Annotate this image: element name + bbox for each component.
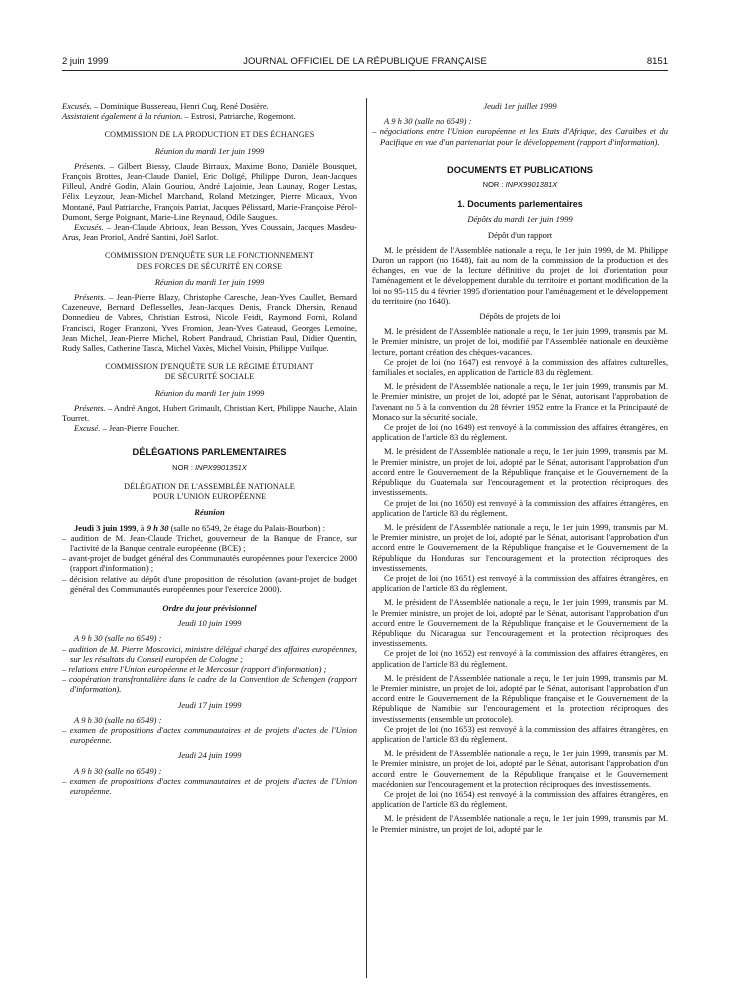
projets-list (372, 326, 668, 834)
projet-de-loi-paragraph: M. le président de l'Assemblée nationale a reçu, le 1er juin 1999, transmis par M. le Premier ministre, un projet de loi, adopté par le Sénat, autorisant l'approbation d'un accord entre le Gouvernement de la République française et le Gouvernement de la République du Honduras sur l'encouragement et la protection réciproques des investissements. (372, 521, 668, 573)
etud-title-line2: DE SÉCURITÉ SOCIALE (164, 372, 255, 382)
excuses-text: – Dominique Bussereau, Henri Cuq, René Dosière. (91, 101, 269, 111)
corse-presents (62, 292, 357, 353)
header-page-number: 8151 (646, 56, 668, 67)
header-date: 2 juin 1999 (62, 56, 109, 67)
jeudi3-paragraph (62, 523, 357, 533)
section-documents-parlementaires: 1. Documents parlementaires (457, 199, 583, 210)
corse-title-line2: DES FORCES DE SÉCURITÉ EN CORSE (136, 261, 283, 271)
corse-presents-text: – Jean-Pierre Blazy, Christophe Caresche, Jean-Yves Caullet, Bernard Cazeneuve, Bernard Deflesselles, Jean-Jacques Denis, Franck Dhersin, Renaud Donnedieu de Vabres, Christian Estrosi, Nicole Feidt, Raymond Forni, Roland Francisci, Roger Franzoni, Yves Fromion, Jean-Yves Gateaud, Georges Lemoine, Jean Michel, Jean-Pierre Michel, Robert Pandraud, Christian Paul, Didier Quentin, Rudy Salles, Catherine Tasca, Michel Vaxès, Michel Voisin, Philippe Vuilque. (62, 292, 357, 354)
delegations-heading: DÉLÉGATIONS PARLEMENTAIRES (132, 447, 287, 458)
etud-presents-label: Présents. (74, 402, 106, 413)
etud-excuse (62, 423, 357, 433)
prod-excuses-text: – Jean-Claude Abrioux, Jean Besson, Yves Coussain, Jacques Masdeu-Arus, Jean Proriol, André Santini, Joël Sarlot. (62, 222, 357, 243)
corse-reunion: Réunion du mardi 1er juin 1999 (154, 276, 265, 287)
rapport-paragraph: M. le président de l'Assemblée nationale a reçu, le 1er juin 1999, de M. Philippe Duron un rapport (no 1648), fait au nom de la commission de la production et des échanges, en vue de la lecture définitive du projet de loi d'orientation pour l'aménagement et le développement durable du territoire et portant modification de la loi no 95-115 du 4 février 1995 d'orientation pour l'aménagement et le développement du territoire (no 1640). (372, 244, 668, 306)
jeudi24-time: A 9 h 30 (salle no 6549) : (74, 765, 162, 776)
jeudi3-place: (salle no 6549, 2e étage du Palais-Bourbon) : (168, 522, 325, 533)
header-rule (62, 70, 668, 71)
projet-de-loi-paragraph: M. le président de l'Assemblée nationale a reçu, le 1er juin 1999, transmis par M. le Premier ministre, un projet de loi, adopté par le (372, 813, 668, 834)
prod-excuses (62, 222, 357, 242)
excuses-paragraph (62, 101, 357, 111)
delegations-nor (62, 463, 357, 473)
prod-presents (62, 161, 357, 222)
jeudi10-heading: Jeudi 10 juin 1999 (177, 618, 242, 629)
deleg-nor-code: INPX9901351X (195, 462, 247, 472)
renvoi-paragraph: Ce projet de loi (no 1647) est renvoyé à la commission des affaires culturelles, familiales et sociales, en application de l'article 83 du règlement. (372, 356, 668, 378)
etud-title-line1: COMMISSION D'ENQUÊTE SUR LE RÉGIME ÉTUDIANT (105, 362, 314, 372)
jeudi10-item: – coopération transfrontalière dans le cadre de la Convention de Schengen (rapport d'information). (62, 674, 357, 695)
projet-de-loi-paragraph: M. le président de l'Assemblée nationale a reçu, le 1er juin 1999, transmis par M. le Premier ministre, un projet de loi, adopté par le Sénat, autorisant l'approbation d'un accord entre le Gouvernement de la République française et le Gouvernement macédonien sur l'encouragement et la protection réciproques des investissements. (372, 748, 668, 789)
jeudi1-heading: Jeudi 1er juillet 1999 (483, 101, 557, 111)
left-column (62, 101, 357, 796)
projet-de-loi-paragraph: M. le président de l'Assemblée nationale a reçu, le 1er juin 1999, transmis par M. le Premier ministre, un projet de loi, modifié par l'Assemblée nationale en deuxième lecture, portant création des chèques-vacances. (372, 326, 668, 357)
jeudi17-time: A 9 h 30 (salle no 6549) : (74, 714, 162, 725)
docs-nor-label: NOR : (482, 180, 506, 190)
deleg-title-line2: POUR L'UNION EUROPÉENNE (152, 492, 267, 502)
corse-title-line1: COMMISSION D'ENQUÊTE SUR LE FONCTIONNEMENT (105, 251, 314, 261)
jeudi24-heading: Jeudi 24 juin 1999 (177, 750, 242, 761)
prod-excuses-label: Excusés. (74, 222, 104, 233)
renvoi-paragraph: Ce projet de loi (no 1650) est renvoyé à la commission des affaires étrangères, en application de l'article 83 du règlement. (372, 497, 668, 518)
deleg-item: – décision relative au dépôt d'une proposition de résolution (avant-projet de budget général des Communautés européennes pour l'exercice 2000). (62, 573, 357, 594)
renvoi-paragraph: Ce projet de loi (no 1653) est renvoyé à la commission des affaires étrangères, en application de l'article 83 du règlement. (372, 723, 668, 744)
prod-presents-text: – Gilbert Biessy, Claude Birraux, Maxime Bono, Danièle Bousquet, François Brottes, Jean-Claude Daniel, Eric Doligé, Philippe Duron, Jean-Jacques Filleul, André Godin, Alain Gouriou, André Lajoinie, Jean Launay, Roger Lestas, Félix Leyzour, Jean-Michel Marchand, Roland Metzinger, Pierre Micaux, Yvon Montané, Paul Patriarche, François Patriat, Jacques Pélissard, Marie-Françoise Pérol-Dumont, Serge Poignant, Marie-Line Reynaud, Odile Saugues. (62, 160, 357, 222)
prod-commission-title: COMMISSION DE LA PRODUCTION ET DES ÉCHANGES (104, 130, 315, 140)
jeudi17-item: – examen de propositions d'actes communautaires et de projets d'actes de l'Union européenne. (62, 724, 357, 746)
depot-rapport-heading: Dépôt d'un rapport (487, 229, 553, 240)
renvoi-paragraph: Ce projet de loi (no 1652) est renvoyé à la commission des affaires étrangères, en application de l'article 83 du règlement. (372, 648, 668, 669)
deleg-item: – audition de M. Jean-Claude Trichet, gouverneur de la Banque de France, sur l'activité de la Banque centrale européenne (BCE) ; (62, 532, 357, 553)
jeudi10-item: – relations entre l'Union européenne et le Mercosur (rapport d'information) ; (62, 663, 327, 674)
projet-de-loi-paragraph: M. le président de l'Assemblée nationale a reçu, le 1er juin 1999, transmis par M. le Premier ministre, un projet de loi, adopté par le Sénat, autorisant l'approbation d'un accord entre le Gouvernement de la République française et le Gouvernement de la République de Namibie sur l'encouragement et la protection réciproques des investissements (ensemble un protocole). (372, 672, 668, 724)
assistaient-paragraph (62, 111, 357, 121)
deleg-title-line1: DÉLÉGATION DE L'ASSEMBLÉE NATIONALE (124, 481, 295, 491)
jeudi1-item: – négociations entre l'Union européenne et les Etats d'Afrique, des Caraïbes et du Pacifique en vue d'un partenariat pour le développement (rapport d'information). (372, 126, 668, 147)
deleg-reunion: Réunion (194, 507, 225, 518)
jeudi1-time: A 9 h 30 (salle no 6549) : (384, 116, 472, 127)
jeudi10-time: A 9 h 30 (salle no 6549) : (74, 633, 162, 644)
etud-presents (62, 403, 357, 423)
column-divider (366, 98, 367, 978)
projet-de-loi-paragraph: M. le président de l'Assemblée nationale a reçu, le 1er juin 1999, transmis par M. le Premier ministre, un projet de loi, adopté par le Sénat, autorisant l'approbation d'un accord entre le Gouvernement de la République française et le Gouvernement de la République du Guatemala sur l'encouragement et la protection réciproques des investissements. (372, 446, 668, 498)
deleg-nor-label: NOR : (172, 462, 196, 472)
right-column (372, 101, 668, 834)
jeudi17-heading: Jeudi 17 juin 1999 (177, 699, 242, 710)
projet-de-loi-paragraph: M. le président de l'Assemblée nationale a reçu, le 1er juin 1999, transmis par M. le Premier ministre, un projet de loi, adopté par le Sénat, autorisant l'approbation d'un accord entre le Gouvernement de la République française et le Gouvernement de la République du Nicaragua sur l'encouragement et la protection réciproques des investissements. (372, 597, 668, 649)
renvoi-paragraph: Ce projet de loi (no 1649) est renvoyé à la commission des affaires étrangères, en application de l'article 83 du règlement. (372, 422, 668, 443)
assistaient-text: – Estrosi, Patriarche, Rogemont. (182, 111, 296, 122)
docs-nor-code: INPX9901381X (505, 180, 558, 190)
etud-excuse-text: – Jean-Pierre Foucher. (100, 423, 180, 434)
documents-heading: DOCUMENTS ET PUBLICATIONS (447, 164, 593, 175)
ordre-du-jour-title: Ordre du jour prévisionnel (162, 602, 257, 613)
jeudi10-item: – audition de M. Pierre Moscovici, ministre délégué chargé des affaires européennes, sur les résultats du Conseil européen de Cologne ; (62, 643, 357, 664)
depots-date: Dépôts du mardi 1er juin 1999 (467, 214, 573, 225)
excuses-label: Excusés. (62, 101, 92, 111)
etud-reunion: Réunion du mardi 1er juin 1999 (154, 387, 265, 398)
jeudi24-item: – examen de propositions d'actes communautaires et de projets d'actes de l'Union européenne. (62, 775, 357, 796)
jeudi3-time: 9 h 30 (146, 522, 169, 533)
corse-presents-label: Présents. (74, 292, 106, 303)
prod-reunion: Réunion du mardi 1er juin 1999 (154, 145, 265, 156)
page-header (62, 56, 668, 70)
documents-nor (372, 180, 668, 190)
jeudi3-date: Jeudi 3 juin 1999 (74, 522, 137, 533)
jeudi3-sep: , à (136, 522, 147, 533)
etud-excuse-label: Excusé. (74, 423, 101, 434)
header-journal-title: JOURNAL OFFICIEL DE LA RÉPUBLIQUE FRANÇAISE (243, 56, 487, 67)
renvoi-paragraph: Ce projet de loi (no 1651) est renvoyé à la commission des affaires étrangères, en application de l'article 83 du règlement. (372, 572, 668, 594)
etud-presents-text: – André Angot, Hubert Grimault, Christian Kert, Philippe Nauche, Alain Tourret. (62, 402, 357, 424)
depots-projets-heading: Dépôts de projets de loi (479, 311, 561, 322)
deleg-item: – avant-projet de budget général des Communautés européennes pour l'exercice 2000 (rapport d'information) ; (62, 553, 357, 574)
projet-de-loi-paragraph: M. le président de l'Assemblée nationale a reçu, le 1er juin 1999, transmis par M. le Premier ministre, un projet de loi, adopté par le Sénat, autorisant l'approbation de l'avenant no 5 à la convention du 28 février 1952 entre la France et la Principauté de Monaco sur la sécurité sociale. (372, 381, 668, 422)
renvoi-paragraph: Ce projet de loi (no 1654) est renvoyé à la commission des affaires étrangères, en application de l'article 83 du règlement. (372, 788, 668, 810)
assistaient-label: Assistaient également à la réunion. (62, 111, 183, 122)
prod-presents-label: Présents. (74, 160, 106, 171)
